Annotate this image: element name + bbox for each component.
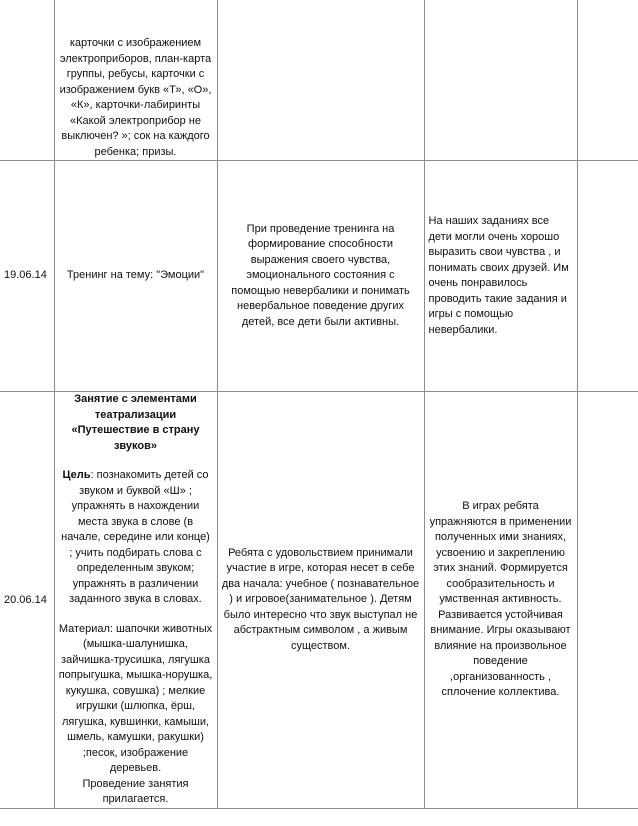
lesson-note: Проведение занятия прилагается. [82,777,189,805]
date-cell: 19.06.14 [0,161,54,392]
extra-cell [577,392,638,809]
extra-cell [577,161,638,392]
table-row [0,161,638,392]
topic-cell [54,392,217,809]
observation-cell: В играх ребята упражняются в применении полученных ими знаниях, усвоению и закреплению этих знаний. Формируется сообразительность и умственная активность. Развивается устойчивая внимание. Игры оказывают влияние на произвольное поведение ,организованность , сплочение коллектива. [424,392,577,809]
date-cell: 20.06.14 [0,392,54,809]
topic-cell: Тренинг на тему: "Эмоции" [54,161,217,392]
extra-cell [577,0,638,161]
lesson-goal [59,468,213,608]
table-row [0,392,638,809]
topic-cell: карточки с изображением электроприборов, план-карта группы, ребусы, карточки с изображением букв «Т», «О», «К», карточки-лабиринты «Какой электроприбор не выключен? »; сок на каждого ребенка; призы. [54,0,217,161]
lesson-title: Занятие с элементами театрализации «Путешествие в страну звуков» [71,393,200,452]
result-cell [217,0,424,161]
observation-cell: На наших заданиях все дети могли очень хорошо выразить свои чувства , и понимать своих друзей. Им очень понравилось проводить такие задания и игры с помощью невербалики. [424,161,577,392]
result-cell: Ребята с удовольствием принимали участие в игре, которая несет в себе два начала: учебное ( познавательное ) и игровое(занимательное ). Детям было интересно что звук выступал не абстрактным символом , а живым существом. [217,392,424,809]
result-cell: При проведение тренинга на формирование способности выражения своего чувства, эмоционального состояния с помощью невербалики и понимать невербальное поведение других детей, все дети были активны. [217,161,424,392]
goal-text: : познакомить детей со звуком и буквой «Ш» ; упражнять в нахождении места звука в слове (в начале, середине или конце) ; учить подбирать слова с определенным звуком; упражнять в различении заданного звука в словах. [61,469,210,605]
goal-label: Цель [62,469,91,481]
observation-cell [424,0,577,161]
table-row [0,0,638,161]
date-cell [0,0,54,161]
lesson-material: Материал: шапочки животных (мышка-шалунишка, зайчишка-трусишка, лягушка попрыгушка, мышка-норушка, кукушка, совушка) ; мелкие игрушки (шлюпка, ёрш, лягушка, кувшинки, камыши, шмель, камушки, ракушки) ;песок, изображение деревьев. [58,622,213,774]
